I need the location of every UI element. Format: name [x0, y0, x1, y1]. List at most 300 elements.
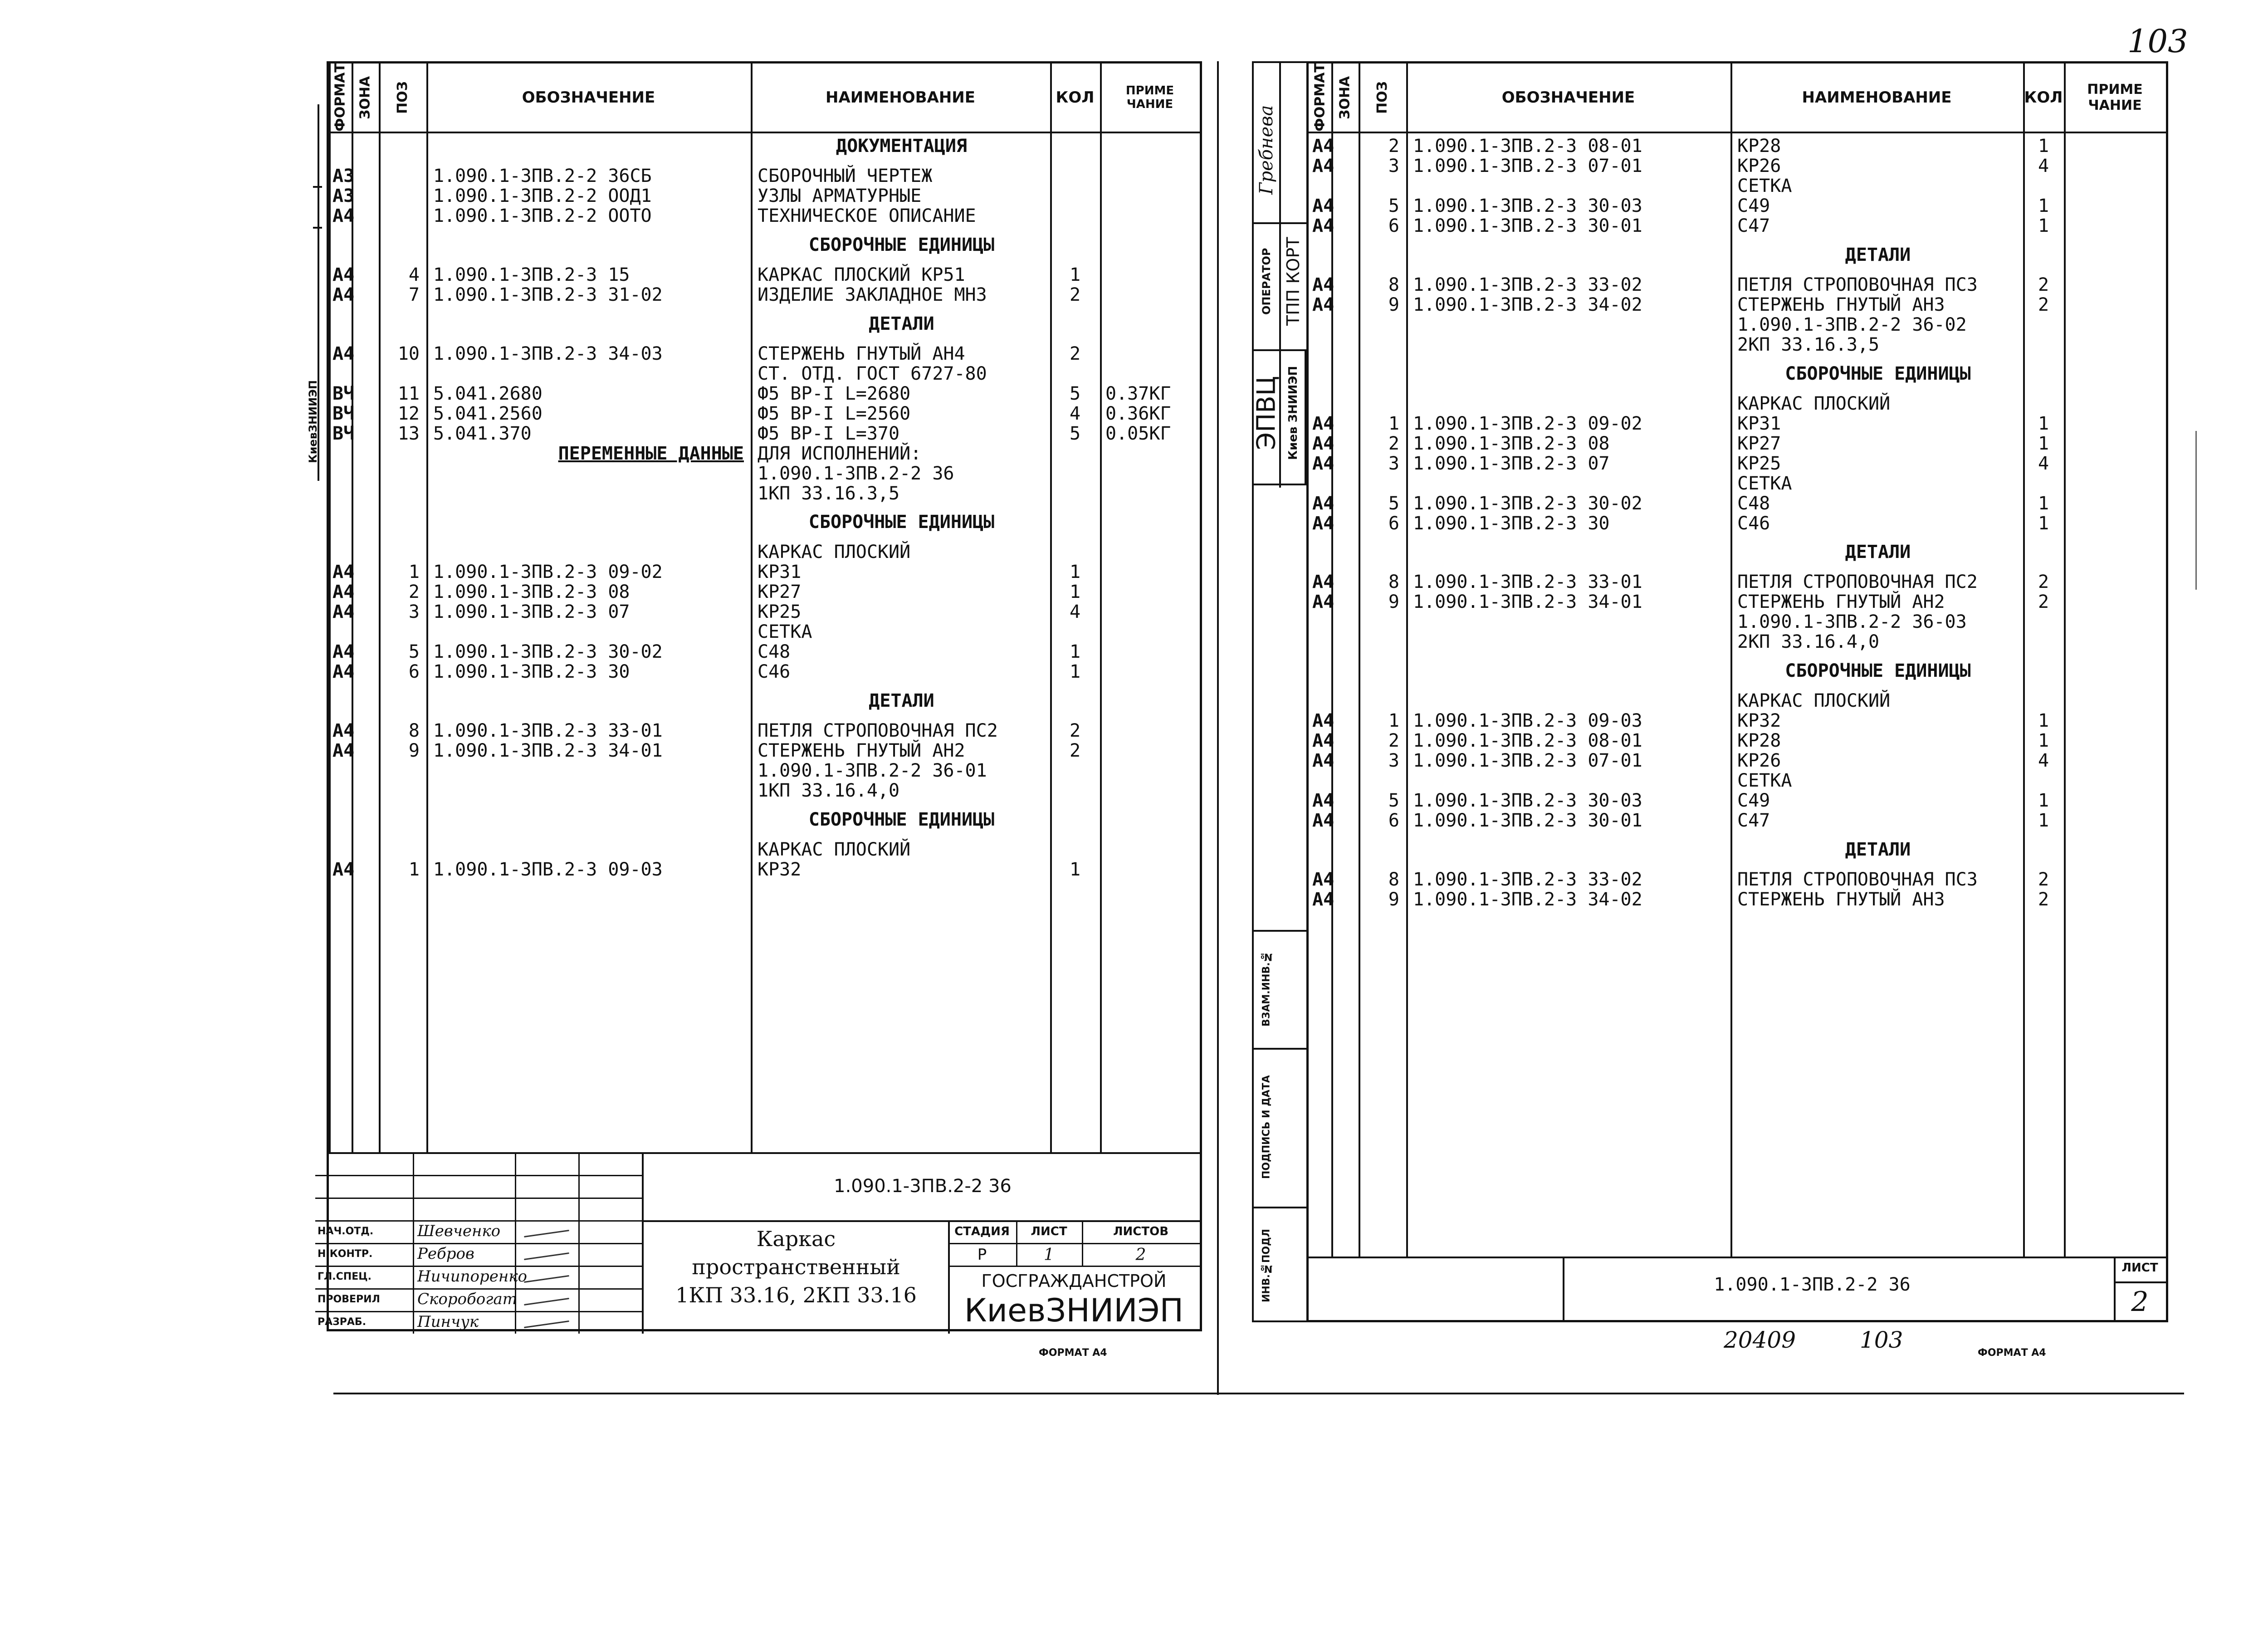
row-position: 10 — [397, 343, 420, 364]
header-line — [329, 132, 1200, 133]
tb-role-name: Ребров — [417, 1245, 474, 1263]
row-format: А4 — [1312, 572, 1334, 593]
row-quantity: 1 — [2038, 433, 2049, 454]
tb-doc-code: 1.090.1-3ПВ.2-2 36 — [1714, 1274, 1911, 1295]
side-operator: ОПЕРАТОР — [1260, 248, 1273, 315]
row-name: КР25 — [758, 601, 802, 623]
row-note: 0.36КГ — [1105, 403, 1171, 424]
row-quantity: 4 — [1069, 601, 1081, 623]
sheet2-side-divider — [1252, 1207, 1306, 1208]
row-quantity: 2 — [1069, 284, 1081, 305]
header-line — [1309, 132, 2166, 133]
row-designation: 1.090.1-3ПВ.2-3 07-01 — [1413, 156, 1642, 176]
sheet2-format: ФОРМАТ А4 — [1978, 1347, 2046, 1359]
row-format: А4 — [1312, 294, 1334, 315]
row-quantity: 1 — [2038, 810, 2049, 831]
tb-code-box — [642, 1152, 1202, 1222]
row-position: 5 — [1388, 790, 1399, 812]
row-designation: 1.090.1-3ПВ.2-3 09-03 — [1413, 710, 1642, 732]
row-name: 2КП 33.16.3,5 — [1737, 334, 1880, 355]
row-name: С48 — [758, 641, 791, 663]
row-format: А4 — [332, 601, 355, 623]
row-designation: 1.090.1-3ПВ.2-3 07 — [1413, 453, 1610, 474]
tb-role: Н.КОНТР. — [318, 1248, 373, 1260]
row-format: А4 — [1312, 274, 1334, 295]
row-name: КАРКАС ПЛОСКИЙ — [758, 839, 911, 860]
row-quantity: 1 — [2038, 493, 2049, 514]
row-name: ПЕТЛЯ СТРОПОВОЧНАЯ ПС2 — [758, 720, 998, 742]
row-format: А4 — [332, 284, 355, 305]
row-designation: 1.090.1-3ПВ.2-3 09-02 — [433, 562, 663, 583]
row-name: С47 — [1737, 215, 1770, 236]
header-pos: ПОЗ — [395, 81, 411, 114]
side-epvc: ЭПВЦ — [1251, 376, 1281, 450]
row-designation: 1.090.1-3ПВ.2-3 30-02 — [1413, 493, 1642, 514]
row-format: А4 — [332, 740, 355, 762]
row-position: 5 — [1388, 493, 1399, 514]
tb-role: НАЧ.ОТД. — [318, 1226, 374, 1237]
tb-sheet-divider — [2114, 1281, 2166, 1283]
row-position: 12 — [397, 403, 420, 424]
row-name: С47 — [1737, 810, 1770, 831]
row-position: 9 — [1388, 294, 1399, 315]
header-note-1: ПРИМЕ — [2087, 82, 2143, 98]
tb-role-line — [315, 1266, 642, 1267]
row-format: ВЧ — [332, 403, 355, 424]
header-name: НАИМЕНОВАНИЕ — [825, 88, 975, 107]
col-line — [1730, 64, 1732, 1257]
row-name: Ф5 ВР-I L=2680 — [758, 383, 911, 404]
row-name: 1.090.1-3ПВ.2-2 36 — [758, 463, 954, 484]
tb-doc-code: 1.090.1-3ПВ.2-2 36 — [834, 1176, 1012, 1197]
row-note: 0.05КГ — [1105, 423, 1171, 444]
header-qty: КОЛ — [2024, 88, 2063, 107]
row-name: СБОРОЧНЫЕ ЕДИНИЦЫ — [808, 234, 995, 255]
row-quantity: 1 — [2038, 790, 2049, 812]
col-line — [2023, 64, 2025, 1257]
tb-role-name: Скоробогат — [417, 1290, 517, 1308]
row-quantity: 1 — [2038, 136, 2049, 156]
row-designation: 1.090.1-3ПВ.2-2 ООД1 — [433, 186, 652, 206]
side-org: Киев ЗНИИЭП — [1286, 366, 1300, 460]
row-name: КАРКАС ПЛОСКИЙ — [1737, 393, 1891, 414]
row-designation: 1.090.1-3ПВ.2-3 33-02 — [1413, 869, 1642, 890]
row-name: УЗЛЫ АРМАТУРНЫЕ — [758, 186, 922, 206]
row-quantity: 1 — [1069, 641, 1081, 663]
row-name: СБОРОЧНЫЕ ЕДИНИЦЫ — [808, 512, 995, 533]
tb-sheet: 1 — [1044, 1246, 1054, 1264]
row-quantity: 2 — [1069, 740, 1081, 762]
row-designation: 5.041.2680 — [433, 383, 543, 404]
row-position: 8 — [1388, 572, 1399, 593]
row-name: 1.090.1-3ПВ.2-2 36-02 — [1737, 314, 1967, 335]
row-format: А4 — [1312, 869, 1334, 890]
tb-role-name: Шевченко — [417, 1222, 501, 1240]
row-format: А4 — [1312, 790, 1334, 812]
row-name: ДЕТАЛИ — [1845, 839, 1911, 860]
row-quantity: 1 — [2038, 730, 2049, 752]
row-position: 6 — [408, 661, 420, 683]
row-designation: 1.090.1-3ПВ.2-3 33-02 — [1413, 274, 1642, 295]
row-position: 8 — [408, 720, 420, 742]
row-designation: 5.041.370 — [433, 423, 532, 444]
row-quantity: 2 — [1069, 720, 1081, 742]
row-quantity: 2 — [2038, 572, 2049, 593]
row-name: С49 — [1737, 196, 1770, 216]
title-block — [315, 1152, 1200, 1334]
tb-role-line — [315, 1243, 642, 1244]
row-name: СТЕРЖЕНЬ ГНУТЫЙ АН3 — [1737, 889, 1945, 910]
row-format: А4 — [1312, 513, 1334, 534]
row-name: КР27 — [1737, 433, 1781, 454]
row-designation: 1.090.1-3ПВ.2-3 08 — [1413, 433, 1610, 454]
tb-divider — [1563, 1257, 1564, 1322]
tb-role-line — [315, 1288, 642, 1290]
col-line — [329, 64, 331, 1152]
row-name: СЕТКА — [1737, 770, 1792, 792]
side-vzam: ВЗАМ.ИНВ.№ — [1261, 951, 1272, 1027]
sheet1-format: ФОРМАТ А4 — [1039, 1347, 1107, 1359]
row-position: 5 — [1388, 196, 1399, 216]
row-format: А4 — [1312, 433, 1334, 454]
row-position: 9 — [1388, 592, 1399, 613]
row-name: 2КП 33.16.4,0 — [1737, 631, 1880, 653]
table-bottom — [1309, 1257, 2166, 1258]
row-name: КР32 — [758, 859, 802, 880]
row-quantity: 2 — [2038, 869, 2049, 890]
row-position: 6 — [1388, 215, 1399, 236]
row-name: Ф5 ВР-I L=2560 — [758, 403, 911, 424]
col-line — [379, 64, 381, 1152]
row-format: ВЧ — [332, 383, 355, 404]
baseline-rule — [333, 1393, 2184, 1394]
row-designation: 1.090.1-3ПВ.2-2 36СБ — [433, 166, 652, 186]
header-note — [1100, 64, 1200, 132]
row-name: ДЕТАЛИ — [1845, 244, 1911, 265]
row-name: ПЕТЛЯ СТРОПОВОЧНАЯ ПС2 — [1737, 572, 1978, 593]
row-designation: 5.041.2560 — [433, 403, 543, 424]
tb-title — [644, 1225, 948, 1334]
row-name: 1.090.1-3ПВ.2-2 36-01 — [758, 760, 987, 782]
row-position: 3 — [1388, 453, 1399, 474]
tb-org1: ГОСГРАЖДАНСТРОЙ — [981, 1271, 1167, 1291]
row-designation: 1.090.1-3ПВ.2-3 30-02 — [433, 641, 663, 663]
row-name: ПЕТЛЯ СТРОПОВОЧНАЯ ПС3 — [1737, 869, 1978, 890]
row-position: 1 — [408, 562, 420, 583]
header-designation: ОБОЗНАЧЕНИЕ — [522, 88, 655, 107]
side-tpp: ТПП КОРТ — [1283, 237, 1303, 326]
sheet1-side-org: КиевЗНИИЭП — [307, 380, 319, 464]
tb-sheet-label: ЛИСТ — [1031, 1225, 1067, 1238]
header-note-2: ЧАНИЕ — [2088, 98, 2142, 113]
row-name: КР31 — [1737, 413, 1781, 434]
col-line — [1406, 64, 1408, 1257]
row-format: А4 — [332, 661, 355, 683]
row-format: А3 — [332, 166, 355, 186]
row-format: А4 — [1312, 750, 1334, 772]
row-name: СТЕРЖЕНЬ ГНУТЫЙ АН3 — [1737, 294, 1945, 315]
row-position: 7 — [408, 284, 420, 305]
row-format: А4 — [1312, 810, 1334, 831]
row-name: СЕТКА — [1737, 473, 1792, 494]
row-name: 1КП 33.16.4,0 — [758, 780, 900, 802]
row-designation: 1.090.1-3ПВ.2-3 34-01 — [433, 740, 663, 762]
row-format: А4 — [1312, 493, 1334, 514]
row-quantity: 1 — [2038, 513, 2049, 534]
tb-role-name: Пинчук — [417, 1313, 479, 1331]
row-name: СЕТКА — [1737, 176, 1792, 196]
sheet1-side-line — [313, 186, 322, 188]
row-format: А4 — [1312, 215, 1334, 236]
row-quantity: 5 — [1069, 383, 1081, 404]
tb-sheets: 2 — [1135, 1246, 1146, 1264]
row-position: 1 — [408, 859, 420, 880]
row-position: 1 — [1388, 413, 1399, 434]
row-designation: 1.090.1-3ПВ.2-3 08 — [433, 582, 630, 603]
row-name: КР32 — [1737, 710, 1781, 732]
row-name: С46 — [758, 661, 791, 683]
row-position: 9 — [408, 740, 420, 762]
row-format: А4 — [1312, 453, 1334, 474]
row-name: ДОКУМЕНТАЦИЯ — [836, 136, 967, 156]
row-position: 13 — [397, 423, 420, 444]
row-format: А3 — [332, 186, 355, 206]
row-name: КАРКАС ПЛОСКИЙ — [758, 542, 911, 563]
row-note: 0.37КГ — [1105, 383, 1171, 404]
row-quantity: 2 — [2038, 274, 2049, 295]
row-format: А4 — [1312, 156, 1334, 176]
row-format: А4 — [1312, 710, 1334, 732]
row-designation: 1.090.1-3ПВ.2-3 08-01 — [1413, 136, 1642, 156]
footer-page-no: 103 — [1860, 1327, 1903, 1353]
row-position: 2 — [408, 582, 420, 603]
row-designation: 1.090.1-3ПВ.2-3 30 — [433, 661, 630, 683]
col-line — [1331, 64, 1333, 1257]
row-format: А4 — [332, 641, 355, 663]
row-quantity: 5 — [1069, 423, 1081, 444]
row-designation: 1.090.1-3ПВ.2-3 08-01 — [1413, 730, 1642, 752]
col-line — [751, 64, 753, 1152]
row-position: 11 — [397, 383, 420, 404]
row-format: А4 — [1312, 196, 1334, 216]
row-quantity: 1 — [1069, 582, 1081, 603]
row-name: С48 — [1737, 493, 1770, 514]
row-designation: ПЕРЕМЕННЫЕ ДАННЫЕ — [558, 443, 744, 464]
row-name: 1.090.1-3ПВ.2-2 36-03 — [1737, 611, 1967, 633]
row-name: 1КП 33.16.3,5 — [758, 483, 900, 504]
row-designation: 1.090.1-3ПВ.2-3 33-01 — [433, 720, 663, 742]
header-note-2: ЧАНИЕ — [1126, 98, 1173, 111]
row-name: ДЕТАЛИ — [869, 313, 934, 334]
row-designation: 1.090.1-3ПВ.2-3 15 — [433, 264, 630, 285]
side-sign-date: ПОДПИСЬ И ДАТА — [1261, 1075, 1272, 1179]
row-format: А4 — [332, 562, 355, 583]
tb-stage-label: СТАДИЯ — [954, 1225, 1010, 1238]
header-zone: ЗОНА — [1337, 76, 1353, 119]
tb-title-line-2: пространственный — [692, 1255, 900, 1279]
row-format: А4 — [332, 343, 355, 364]
header-qty: КОЛ — [1056, 88, 1095, 107]
row-name: СБОРОЧНЫЕ ЕДИНИЦЫ — [1785, 363, 1971, 384]
row-position: 2 — [1388, 433, 1399, 454]
row-quantity: 1 — [2038, 215, 2049, 236]
row-name: СТЕРЖЕНЬ ГНУТЫЙ АН2 — [758, 740, 965, 762]
row-designation: 1.090.1-3ПВ.2-3 07 — [433, 601, 630, 623]
col-line — [426, 64, 428, 1152]
row-format: А4 — [1312, 730, 1334, 752]
header-pos: ПОЗ — [1374, 81, 1390, 114]
row-name: СТЕРЖЕНЬ ГНУТЫЙ АН2 — [1737, 592, 1945, 613]
tb-sheet: 2 — [2131, 1286, 2149, 1318]
row-name: СБОРОЧНЫЙ ЧЕРТЕЖ — [758, 166, 933, 186]
row-name: ДЕТАЛИ — [1845, 542, 1911, 563]
row-quantity: 4 — [2038, 750, 2049, 772]
row-name: Ф5 ВР-I L=370 — [758, 423, 900, 444]
row-quantity: 1 — [1069, 661, 1081, 683]
tb-role: ПРОВЕРИЛ — [318, 1294, 380, 1305]
row-position: 3 — [1388, 750, 1399, 772]
row-designation: 1.090.1-3ПВ.2-3 34-02 — [1413, 294, 1642, 315]
side-signer: Гребнева — [1256, 105, 1277, 195]
row-designation: 1.090.1-3ПВ.2-3 30-03 — [1413, 790, 1642, 812]
row-quantity: 4 — [2038, 156, 2049, 176]
tb-org2: КиевЗНИИЭП — [964, 1292, 1184, 1329]
sheet2-side-box — [1252, 349, 1306, 485]
row-name: ПЕТЛЯ СТРОПОВОЧНАЯ ПС3 — [1737, 274, 1978, 295]
tb-title-line-3: 1КП 33.16, 2КП 33.16 — [675, 1283, 917, 1307]
header-designation: ОБОЗНАЧЕНИЕ — [1501, 88, 1635, 107]
row-format: А4 — [1312, 889, 1334, 910]
col-line — [1359, 64, 1360, 1257]
row-name: КР31 — [758, 562, 802, 583]
row-position: 1 — [1388, 710, 1399, 732]
tb-role: ГЛ.СПЕЦ. — [318, 1271, 372, 1282]
row-name: С46 — [1737, 513, 1770, 534]
row-name: СТЕРЖЕНЬ ГНУТЫЙ АН4 — [758, 343, 965, 364]
row-quantity: 1 — [1069, 859, 1081, 880]
row-designation: 1.090.1-3ПВ.2-3 07-01 — [1413, 750, 1642, 772]
tb-role: РАЗРАБ. — [318, 1316, 367, 1328]
row-quantity: 1 — [2038, 710, 2049, 732]
row-name: СБОРОЧНЫЕ ЕДИНИЦЫ — [1785, 660, 1971, 682]
row-designation: 1.090.1-3ПВ.2-3 34-03 — [433, 343, 663, 364]
fold-line — [1217, 61, 1219, 1395]
row-designation: 1.090.1-3ПВ.2-3 30-01 — [1413, 810, 1642, 831]
row-position: 9 — [1388, 889, 1399, 910]
row-format: А4 — [1312, 592, 1334, 613]
sheet1-side-line — [313, 227, 322, 229]
row-position: 8 — [1388, 869, 1399, 890]
row-format: А4 — [332, 859, 355, 880]
row-name: СБОРОЧНЫЕ ЕДИНИЦЫ — [808, 809, 995, 830]
row-quantity: 4 — [1069, 403, 1081, 424]
row-quantity: 2 — [1069, 343, 1081, 364]
row-designation: 1.090.1-3ПВ.2-2 ООТО — [433, 205, 652, 226]
footer-inv-no: 20409 — [1724, 1327, 1796, 1353]
row-name: КР26 — [1737, 750, 1781, 772]
row-position: 3 — [408, 601, 420, 623]
row-format: А4 — [332, 582, 355, 603]
row-quantity: 2 — [2038, 592, 2049, 613]
row-position: 8 — [1388, 274, 1399, 295]
sheet-1 — [318, 61, 1202, 1331]
margin-mark — [2195, 431, 2197, 590]
row-name: СЕТКА — [758, 621, 812, 643]
tb-sheets-label: ЛИСТОВ — [1113, 1225, 1169, 1238]
row-name: КР25 — [1737, 453, 1781, 474]
header-name: НАИМЕНОВАНИЕ — [1802, 88, 1952, 107]
tb-stage: Р — [977, 1246, 987, 1264]
sheet2-side-divider — [1252, 1048, 1306, 1050]
row-position: 3 — [1388, 156, 1399, 176]
row-name: ИЗДЕЛИЕ ЗАКЛАДНОЕ МН3 — [758, 284, 987, 305]
row-position: 6 — [1388, 513, 1399, 534]
row-designation: 1.090.1-3ПВ.2-3 30-01 — [1413, 215, 1642, 236]
tb-sheet-label: ЛИСТ — [2121, 1261, 2158, 1275]
row-designation: 1.090.1-3ПВ.2-3 09-03 — [433, 859, 663, 880]
header-format: ФОРМАТ — [332, 63, 348, 132]
row-designation: 1.090.1-3ПВ.2-3 34-02 — [1413, 889, 1642, 910]
header-zone: ЗОНА — [357, 76, 373, 119]
row-name: КР27 — [758, 582, 802, 603]
row-name: ДЛЯ ИСПОЛНЕНИЙ: — [758, 443, 922, 464]
sheet-2 — [1306, 61, 2168, 1322]
row-position: 6 — [1388, 810, 1399, 831]
row-quantity: 2 — [2038, 889, 2049, 910]
row-name: СТ. ОТД. ГОСТ 6727-80 — [758, 363, 987, 384]
tb-title-line-1: Каркас — [756, 1227, 836, 1251]
row-name: КАРКАС ПЛОСКИЙ КР51 — [758, 264, 965, 285]
sheet2-side-divider — [1252, 930, 1306, 932]
side-inv: ИНВ.№ПОДЛ — [1261, 1229, 1272, 1302]
col-line — [2064, 64, 2066, 1257]
row-designation: 1.090.1-3ПВ.2-3 31-02 — [433, 284, 663, 305]
row-designation: 1.090.1-3ПВ.2-3 30-03 — [1413, 196, 1642, 216]
tb-role-line — [315, 1311, 642, 1312]
row-position: 2 — [1388, 730, 1399, 752]
row-designation: 1.090.1-3ПВ.2-3 34-01 — [1413, 592, 1642, 613]
row-position: 2 — [1388, 136, 1399, 156]
row-format: А4 — [332, 720, 355, 742]
row-format: А4 — [332, 264, 355, 285]
row-name: КР26 — [1737, 156, 1781, 176]
row-name: С49 — [1737, 790, 1770, 812]
row-designation: 1.090.1-3ПВ.2-3 33-01 — [1413, 572, 1642, 593]
row-name: КР28 — [1737, 136, 1781, 156]
header-note — [2064, 64, 2166, 132]
tb-role-name: Ничипоренко — [417, 1267, 528, 1286]
row-format: А4 — [332, 205, 355, 226]
row-designation: 1.090.1-3ПВ.2-3 09-02 — [1413, 413, 1642, 434]
row-quantity: 1 — [2038, 196, 2049, 216]
header-note-1: ПРИМЕ — [1125, 84, 1174, 98]
row-name: ДЕТАЛИ — [869, 690, 934, 712]
row-format: А4 — [1312, 413, 1334, 434]
col-line — [1100, 64, 1102, 1152]
row-name: ТЕХНИЧЕСКОЕ ОПИСАНИЕ — [758, 205, 976, 226]
row-quantity: 2 — [2038, 294, 2049, 315]
row-name: КАРКАС ПЛОСКИЙ — [1737, 690, 1891, 712]
row-quantity: 1 — [2038, 413, 2049, 434]
row-format: А4 — [1312, 136, 1334, 156]
row-name: КР28 — [1737, 730, 1781, 752]
row-quantity: 4 — [2038, 453, 2049, 474]
row-format: ВЧ — [332, 423, 355, 444]
corner-page-no: 103 — [2127, 23, 2188, 60]
header-format: ФОРМАТ — [1312, 63, 1328, 132]
row-designation: 1.090.1-3ПВ.2-3 30 — [1413, 513, 1610, 534]
sheet1-side-line — [318, 104, 319, 481]
